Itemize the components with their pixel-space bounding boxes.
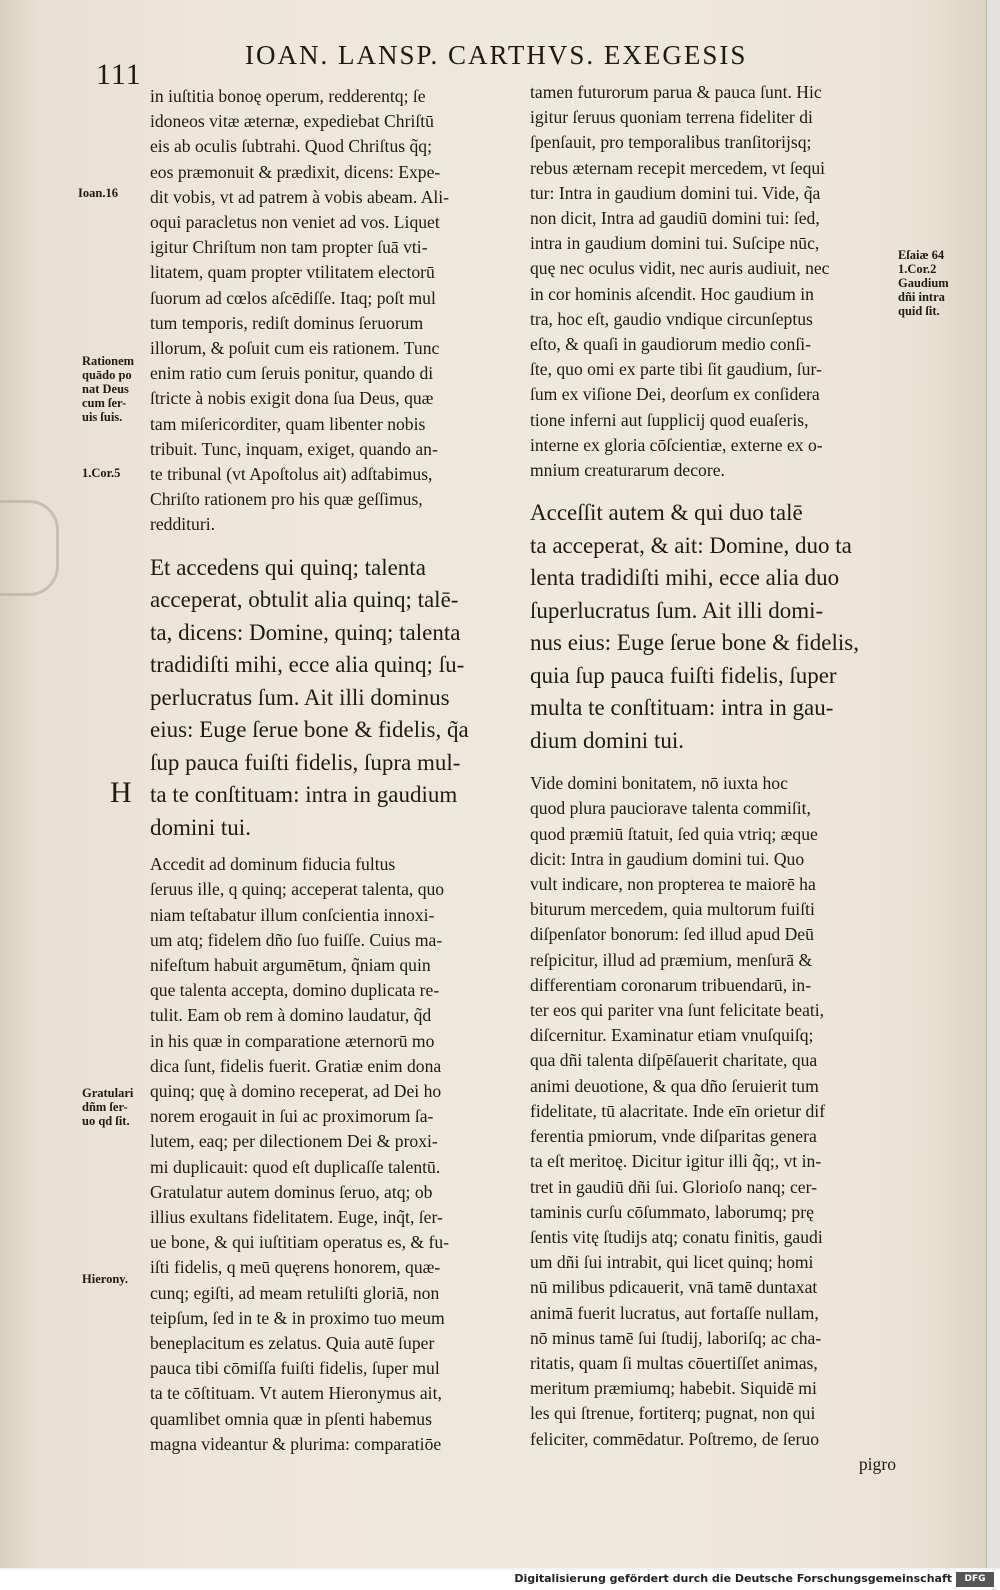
running-title: IOAN. LANSP. CARTHVS. EXEGESIS bbox=[245, 40, 748, 70]
right-paragraph-scripture: Acceſſit autem & qui duo talē ta acceperat, & ait: Domine, duo ta lenta tradidiſti mihi, ecce alia duo ſuperlucratus ſum. Ait illi domi- nus eius: Euge ſerue bone & fidelis, quia ſup pauca fuiſti fidelis, ſuper multa te conſtituam: intra in gau- dium domini tui. bbox=[530, 500, 859, 753]
right-paragraph-commentary-2: Vide domini bonitatem, nō iuxta hoc quod plura pauciorave talenta commiſit, quod præmiū ſtatuit, ſed quia vtriq; æque dicit: Intra in gaudium domini tui. Quo vult indicare, non propterea te maiorē ha biturum mercedem, quia multorum fuiſti diſpenſator bonorum: ſed illud apud Deū reſpicitur, illud ad præmium, menſurā & differentiam coronarum tribuendarū, in- ter eos qui pariter vna ſunt felicitate beati, diſcernitur. Examinatur etiam vnuſquiſq; qua dñi talenta diſpēſauerit charitate, qua animi deuotione, & qua dño ſeruierit tum fidelitate, tū alacritate. Inde eīn orietur dif ferentia pmiorum, vnde diſparitas genera ta eſt meritoę. Dicitur igitur illi q̃q;, vt in- tret in gaudiū dñi ſui. Glorioſo nanq; cer- taminis curſu cōſummato, laborumq; prę ſentis vitę ſtudijs atq; conatu finitis, gaudi um dñi ſui intrabit, qui licet quinq; homi nū milibus pdicauerit, vnā tamē duntaxat animā fuerit lucratus, aut fortaſſe nullam, nō minus tamē ſui ſtudij, laboriſq; ac cha- ritatis, quam ſi multas cōuertiſſet animas, meritum præmiumq; habebit. Siquidē mi les qui ſtrenue, fortiterq; pugnat, non qui feliciter, commēdatur. Poſtremo, de ſeruo bbox=[530, 773, 826, 1449]
right-column bbox=[530, 80, 896, 1477]
margin-note-rationem: Rationem quādo po nat Deus cum ſer- uis ſuis. bbox=[82, 354, 135, 424]
left-paragraph-commentary-1: in iuſtitia bonoę operum, redderentq; ſe idoneos vitæ æternæ, expediebat Chriſtū eis ab oculis ſubtrahi. Quod Chriſtus q̃q; eos præmonuit & prædixit, dicens: Expe- dit vobis, vt ad patrem à vobis abeam. Ali- oqui paracletus non veniet ad vos. Liquet igitur Chriſtum non tam propter ſuā vti- litatem, quam propter vtilitatem electorū ſuorum ad cœlos aſcēdiſſe. Itaq; poſt mul tum temporis, rediſt dominus ſeruorum illorum, & poſuit cum eis rationem. Tunc enim ratio cum ſeruis ponitur, quando di ſtricte à nobis exigit dona ſua Deus, quæ tam miſericorditer, quam libenter nobis tribuit. Tunc, inquam, exiget, quando an- te tribunal (vt Apoſtolus ait) adſtabimus, Chriſto rationem pro his quæ geſſimus, reddituri. bbox=[150, 86, 450, 535]
catchword: pigro bbox=[858, 1453, 896, 1474]
book-clasp-shadow bbox=[0, 500, 59, 596]
dfg-logo: DFG bbox=[956, 1572, 994, 1587]
margin-note-cor5: 1.Cor.5 bbox=[82, 466, 121, 480]
section-letter: H bbox=[110, 776, 132, 809]
margin-note-hierony: Hierony. bbox=[82, 1272, 128, 1286]
margin-note-gratulari: Gratulari dñm ſer- uo qd ſit. bbox=[82, 1086, 134, 1128]
right-paragraph-commentary-1: tamen futurorum parua & pauca ſunt. Hic igitur ſeruus quoniam terrena fideliter di ſpenſauit, pro temporalibus tranſitorijsq; rebus æternam recepit mercedem, vt ſequi tur: Intra in gaudium domini tui. Vide, q̃a non dicit, Intra ad gaudiū domini tui: ſed, intra in gaudium domini tui. Suſcipe nūc, quę nec oculus vidit, nec auris audiuit, nec in cor hominis aſcendit. Hoc gaudium in tra, hoc eſt, gaudio vndique circunſeptus eſto, & quaſi in gaudiorum medio conſi- ſte, quo omi ex parte tibi ſit gaudium, ſur- ſum ex viſione Dei, deorſum ex conſidera tione inferni aut ſupplicij quod euaſeris, interne ex gloria cōſcientiæ, externe ex o- mnium creaturarum decore. bbox=[530, 82, 830, 481]
footer-credit: Digitalisierung gefördert durch die Deutsche Forschungsgemeinschaft bbox=[514, 1572, 952, 1585]
margin-note-ioan16: Ioan.16 bbox=[78, 186, 118, 200]
page-number: 111 bbox=[96, 58, 142, 91]
margin-note-esaiae: Eſaiæ 64 1.Cor.2 Gaudium dñi intra quid ſit. bbox=[898, 248, 949, 318]
left-paragraph-commentary-2: Accedit ad dominum fiducia fultus ſeruus ille, q quinq; acceperat talenta, quo niam teſtabatur illum conſcientia innoxi- um atq; fidelem dño ſuo fuiſſe. Cuius ma- nifeſtum habuit argumētum, q̃niam quin que talenta accepta, domino duplicata re- tulit. Eam ob rem à domino laudatur, q̃d in his quæ in comparatione æternorū mo dica ſunt, fidelis fuerit. Gratiæ enim dona quinq; quę à domino receperat, ad Dei ho norem erogauit in ſui ac proximorum ſa- lutem, eaq; per dilectionem Dei & proxi- mi duplicauit: quod eſt duplicaſſe talentū. Gratulatur autem dominus ſeruo, atq; ob illius exultans fidelitatem. Euge, inq̃t, ſer- ue bone, & qui iuſtitiam operatus es, & fu- iſti fidelis, q meū quęrens honorem, quæ- cunq; egiſti, ad meam retuliſti gloriā, non teipſum, ſed in te & in proximo tuo meum beneplacitum es zelatus. Quia autē ſuper pauca tibi cōmiſſa fuiſti fidelis, ſuper mul ta te cōſtituam. Vt autem Hieronymus ait, quamlibet omnia quæ in pſenti habemus magna videantur & plurima: comparatiōe bbox=[150, 854, 450, 1454]
left-column bbox=[150, 84, 522, 1457]
left-paragraph-scripture: Et accedens qui quinq; talenta acceperat, obtulit alia quinq; talē- ta, dicens: Domine, quinq; talenta tradidiſti mihi, ecce alia quinq; ſu- perlucratus ſum. Ait illi dominus eius: Euge ſerue bone & fidelis, q̃a ſup pauca fuiſti fidelis, ſupra mul- ta te conſtituam: intra in gaudium domini tui. bbox=[150, 554, 469, 840]
footer-bar bbox=[0, 1570, 1000, 1590]
scan-right-edge bbox=[986, 0, 1000, 1568]
